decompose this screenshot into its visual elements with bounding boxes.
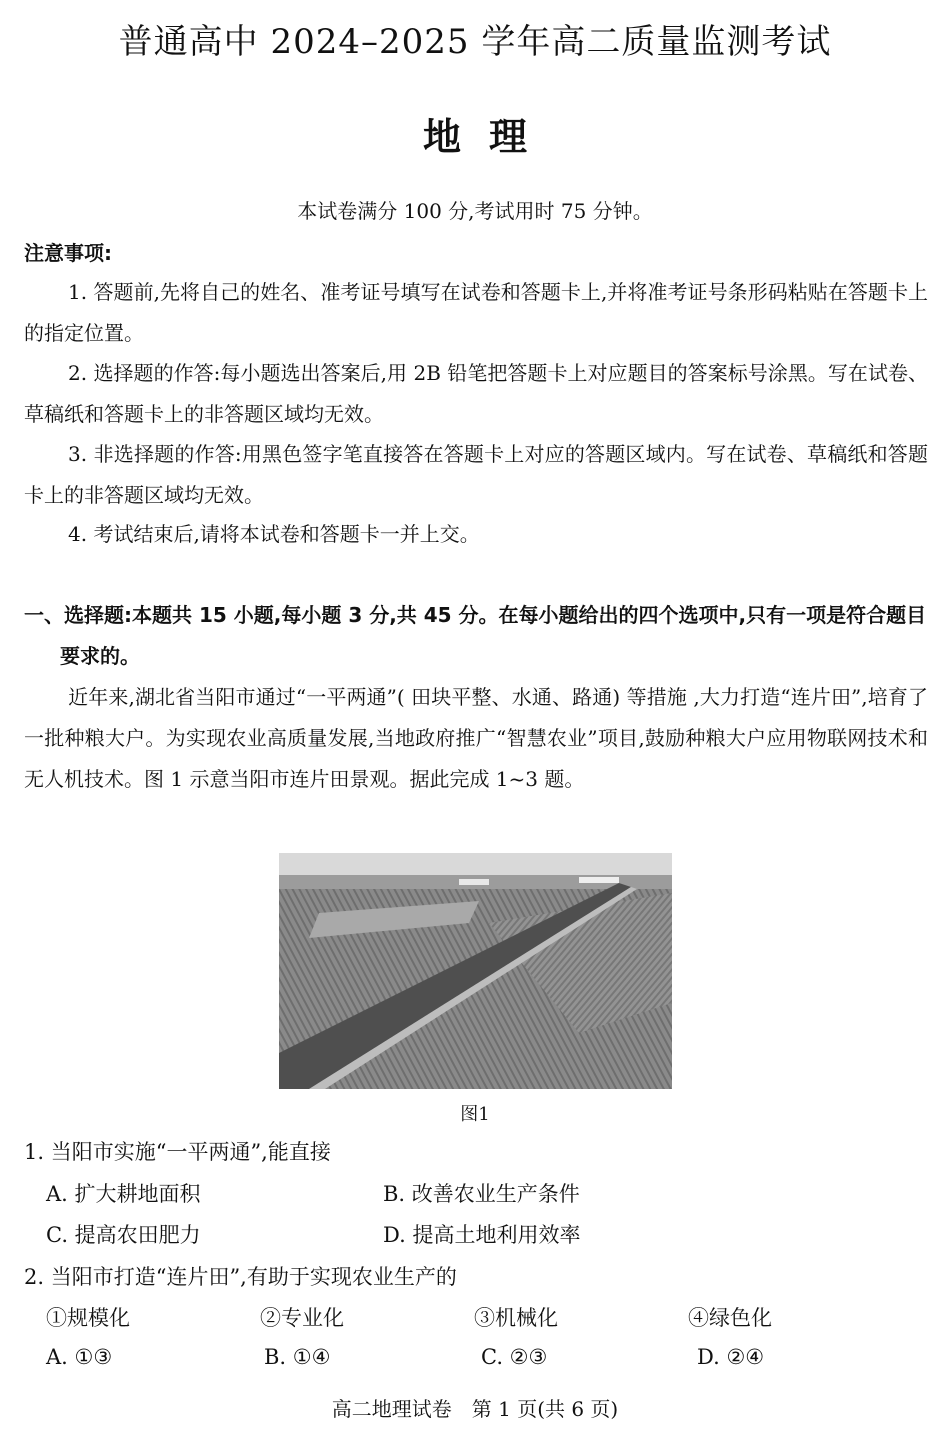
- notes-heading: 注意事项:: [24, 241, 112, 265]
- q2-option-b: B. ①④: [264, 1345, 331, 1369]
- q2-option-a: A. ①③: [46, 1345, 113, 1369]
- farmland-image: [279, 853, 672, 1089]
- subject-title: 地理: [422, 114, 555, 159]
- question-2-stem: 2. 当阳市打造“连片田”,有助于实现农业生产的: [24, 1265, 457, 1289]
- q1-option-c: C. 提高农田肥力: [46, 1223, 201, 1247]
- q2-item-2: ②专业化: [260, 1306, 344, 1330]
- farmland-photo: [279, 853, 672, 1089]
- exam-title: 普通高中 2024–2025 学年高二质量监测考试: [118, 22, 832, 62]
- note-item-1: 1. 答题前,先将自己的姓名、准考证号填写在试卷和答题卡上,并将准考证号条形码粘贴在答题卡上的指定位置。: [24, 280, 928, 345]
- q2-item-1: ①规模化: [46, 1306, 130, 1330]
- q2-option-c: C. ②③: [481, 1345, 548, 1369]
- question-1-stem: 1. 当阳市实施“一平两通”,能直接: [24, 1140, 331, 1164]
- passage: 近年来,湖北省当阳市通过“一平两通”( 田块平整、水通、路通) 等措施 ,大力打造“连片田”,培育了一批种粮大户。为实现农业高质量发展,当地政府推广“智慧农业”项目,鼓励种粮大户应用物联网技术和无人机技术。图 1 示意当阳市连片田景观。据此完成 1~3 题。: [24, 685, 928, 791]
- q2-option-d: D. ②④: [697, 1345, 765, 1369]
- figure-caption: 图1: [460, 1104, 490, 1125]
- q1-option-b: B. 改善农业生产条件: [383, 1182, 580, 1206]
- page-footer: 高二地理试卷 第 1 页(共 6 页): [331, 1397, 619, 1421]
- q1-option-d: D. 提高土地利用效率: [383, 1223, 581, 1247]
- q2-item-4: ④绿色化: [688, 1306, 772, 1330]
- exam-info: 本试卷满分 100 分,考试用时 75 分钟。: [297, 199, 653, 223]
- note-item-4: 4. 考试结束后,请将本试卷和答题卡一并上交。: [68, 522, 480, 546]
- q1-option-a: A. 扩大耕地面积: [46, 1182, 201, 1206]
- note-item-3: 3. 非选择题的作答:用黑色签字笔直接答在答题卡上对应的答题区域内。写在试卷、草稿纸和答题卡上的非答题区域均无效。: [24, 442, 928, 507]
- note-item-2: 2. 选择题的作答:每小题选出答案后,用 2B 铅笔把答题卡上对应题目的答案标号涂黑。写在试卷、草稿纸和答题卡上的非答题区域均无效。: [24, 361, 928, 426]
- section-heading: 一、选择题:本题共 15 小题,每小题 3 分,共 45 分。在每小题给出的四个选项中,只有一项是符合题目要求的。: [24, 603, 927, 668]
- q2-item-3: ③机械化: [474, 1306, 558, 1330]
